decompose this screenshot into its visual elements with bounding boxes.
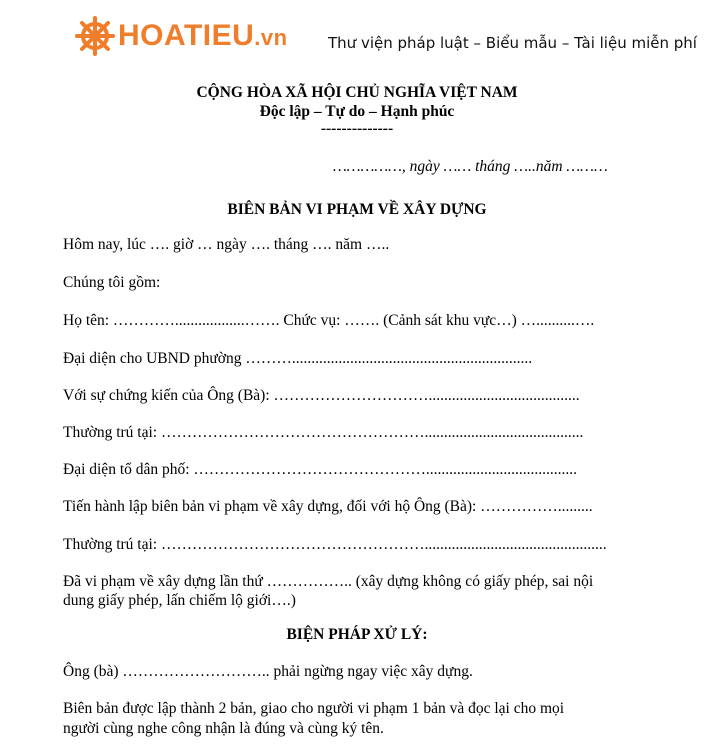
form-line-neighborhood-representative: Đại diện tổ dân phố: ………………………………………....................................... <box>63 461 578 478</box>
site-tagline: Thư viện pháp luật – Biểu mẫu – Tài liệu miễn phí <box>328 34 697 52</box>
closing-line-2: người cùng nghe công nhận là đúng và cùng ký tên. <box>63 720 384 737</box>
form-line-time: Hôm nay, lúc …. giờ … ngày …. tháng …. năm ….. <box>63 236 390 253</box>
motto-divider: -------------- <box>320 120 394 137</box>
logo-wordmark: HOATIEU.vn <box>118 19 288 52</box>
national-motto: Độc lập – Tự do – Hạnh phúc <box>259 103 455 120</box>
violation-line-1: Đã vi phạm về xây dựng lần thứ …………….. (xây dựng không có giấy phép, sai nội <box>63 573 594 590</box>
form-line-ward-representative: Đại diện cho UBND phường ……….............................................................. <box>63 350 533 367</box>
form-line-violator: Tiến hành lập biên bản vi phạm về xây dựng, đối với hộ Ông (Bà): ……………......... <box>63 498 593 515</box>
site-header <box>0 0 714 70</box>
form-line-witness-residence: Thường trú tại: ……………………………………………......................................... <box>63 424 584 441</box>
form-line-witness: Với sự chứng kiến của Ông (Bà): …………………………....................................... <box>63 387 580 404</box>
closing-line-1: Biên bản được lập thành 2 bản, giao cho người vi phạm 1 bản và đọc lại cho mọi <box>63 700 565 717</box>
stop-construction-line: Ông (bà) ……………………….. phải ngừng ngay việc xây dựng. <box>63 663 473 680</box>
document-title: BIÊN BẢN VI PHẠM VỀ XÂY DỰNG <box>227 201 487 218</box>
hoatieu-logo[interactable] <box>75 14 288 58</box>
measures-title: BIỆN PHÁP XỬ LÝ: <box>286 626 428 643</box>
form-line-violator-residence: Thường trú tại: ……………………………………………............................................... <box>63 536 607 553</box>
violation-line-2: dung giấy phép, lấn chiếm lộ giới….) <box>63 592 296 609</box>
ship-wheel-icon <box>75 16 115 56</box>
date-line: ……………, ngày …… tháng …..năm ……… <box>333 158 608 175</box>
form-line-members: Chúng tôi gồm: <box>63 274 161 291</box>
national-title: CỘNG HÒA XÃ HỘI CHỦ NGHĨA VIỆT NAM <box>196 84 518 101</box>
form-line-officer: Họ tên: …………..................……. Chức vụ: ……. (Cảnh sát khu vực…) …..........…. <box>63 312 595 329</box>
